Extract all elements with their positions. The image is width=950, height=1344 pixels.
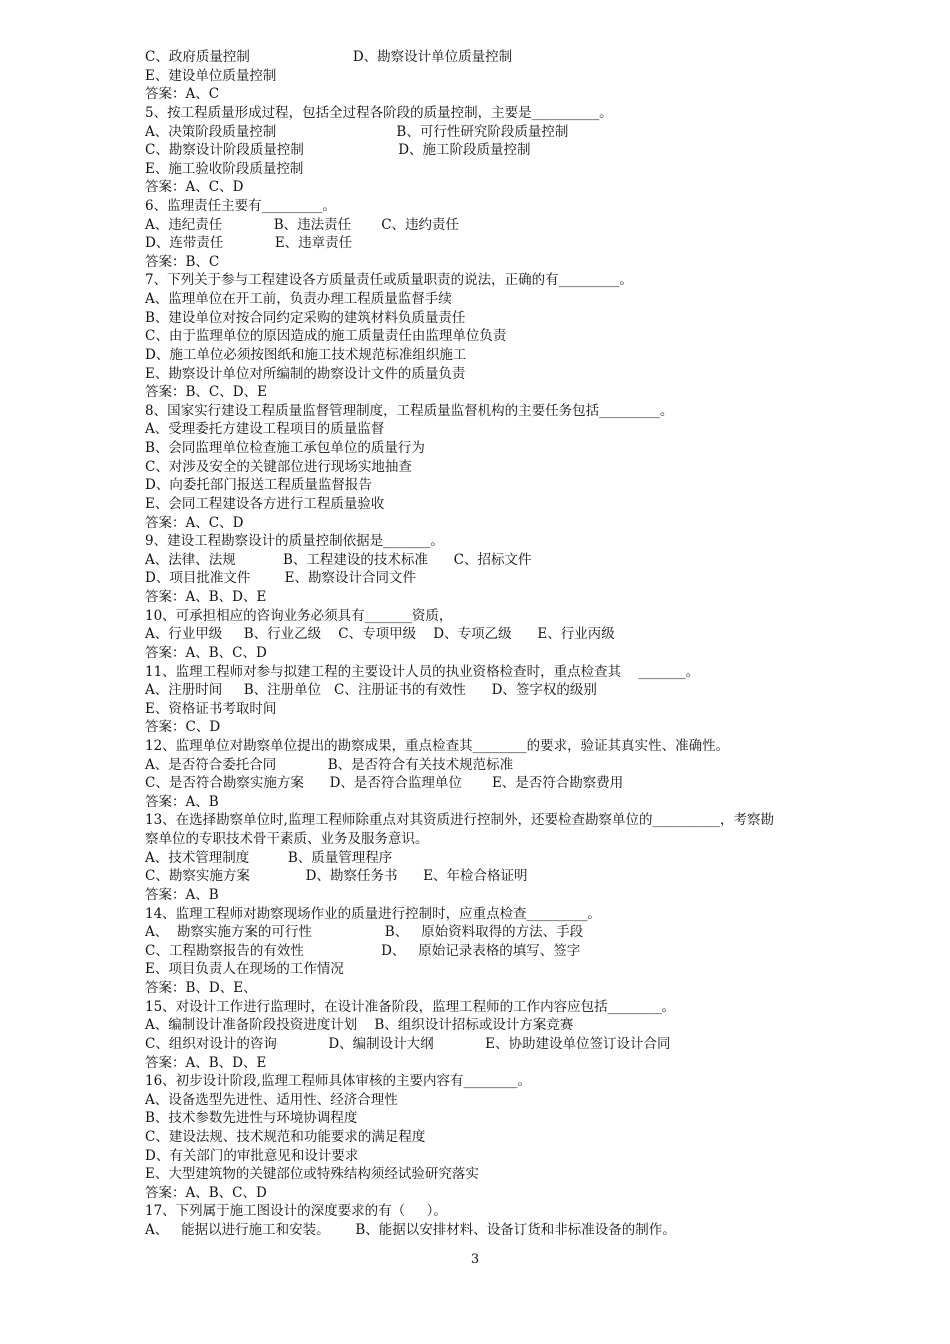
text-line: 14、监理工程师对勘察现场作业的质量进行控制时，应重点检查_________。 [145, 905, 601, 922]
text-line: B、建设单位对按合同约定采购的建筑材料负质量责任 [145, 309, 466, 326]
page-number: 3 [470, 1252, 480, 1267]
text-line: C、组织对设计的咨询 D、编制设计大纲 E、协助建设单位签订设计合同 [145, 1035, 671, 1052]
text-line: 16、初步设计阶段,监理工程师具体审核的主要内容有________。 [145, 1073, 531, 1090]
text-line: A、设备选型先进性、适用性、经济合理性 [145, 1091, 398, 1108]
text-line: B、会同监理单位检查施工承包单位的质量行为 [145, 440, 425, 456]
text-line: E、会同工程建设各方进行工程质量验收 [145, 495, 385, 512]
text-line: A、是否符合委托合同 B、是否符合有关技术规范标准 [145, 756, 514, 773]
text-line: B、技术参数先进性与环境协调程度 [145, 1110, 358, 1127]
text-line: 答案：A、B [145, 793, 219, 810]
text-line: A、违纪责任 B、违法责任 C、违约责任 [145, 216, 460, 233]
text-line: 答案：B、C、D、E [145, 384, 267, 401]
text-line: 11、监理工程师对参与拟建工程的主要设计人员的执业资格检查时，重点检查其 _______。 [145, 663, 700, 680]
text-line: 答案：A、C、D [145, 514, 244, 531]
text-line: D、向委托部门报送工程质量监督报告 [145, 477, 372, 494]
text-line: 答案：A、C [145, 86, 220, 103]
text-line: A、 能据以进行施工和安装。 B、能据以安排材料、设备订货和非标准设备的制作。 [145, 1222, 676, 1239]
text-line: E、大型建筑物的关键部位或特殊结构须经试验研究落实 [145, 1166, 479, 1183]
text-line: E、施工验收阶段质量控制 [145, 160, 304, 177]
text-line: C、对涉及安全的关键部位进行现场实地抽查 [145, 458, 412, 475]
text-line: A、决策阶段质量控制 B、可行性研究阶段质量控制 [145, 123, 569, 140]
text-line: 10、可承担相应的咨询业务必须具有_______资质， [145, 607, 453, 624]
text-line: 5、按工程质量形成过程，包括全过程各阶段的质量控制，主要是__________。 [145, 104, 613, 121]
text-line: E、资格证书考取时间 [145, 700, 277, 717]
text-line: C、勘察实施方案 D、勘察任务书 E、年检合格证明 [145, 868, 528, 885]
text-line: 13、在选择勘察单位时,监理工程师除重点对其资质进行控制外，还要检查勘察单位的__________，考察勘 [145, 812, 774, 829]
text-line: 答案：A、B、C、D [145, 1184, 267, 1201]
text-line: A、监理单位在开工前，负责办理工程质量监督手续 [145, 291, 452, 308]
text-line: A、编制设计准备阶段投资进度计划 B、组织设计招标或设计方案竞赛 [145, 1017, 574, 1034]
text-line: A、法律、法规 B、工程建设的技术标准 C、招标文件 [145, 551, 532, 568]
text-line: D、连带责任 E、违章责任 [145, 235, 353, 252]
text-line: E、建设单位质量控制 [145, 67, 277, 84]
text-line: C、工程勘察报告的有效性 D、 原始记录表格的填写、签字 [145, 942, 581, 959]
text-line: C、由于监理单位的原因造成的施工质量责任由监理单位负责 [145, 328, 507, 345]
text-line: 9、建设工程勘察设计的质量控制依据是_______。 [145, 533, 444, 550]
text-line: 答案：A、B [145, 886, 219, 903]
text-line: C、是否符合勘察实施方案 D、是否符合监理单位 E、是否符合勘察费用 [145, 775, 624, 792]
text-line: A、行业甲级 B、行业乙级 C、专项甲级 D、专项乙级 E、行业丙级 [145, 626, 615, 643]
text-line: C、政府质量控制 D、勘察设计单位质量控制 [145, 49, 513, 65]
text-line: 答案：A、B、C、D [145, 644, 267, 661]
text-line: C、勘察设计阶段质量控制 D、施工阶段质量控制 [145, 142, 531, 159]
text-line: 答案：A、B、D、E [145, 1054, 267, 1071]
text-line: D、有关部门的审批意见和设计要求 [145, 1147, 359, 1164]
text-line: E、勘察设计单位对所编制的勘察设计文件的质量负责 [145, 365, 466, 382]
text-line: 答案：A、C、D [145, 179, 244, 196]
text-line: A、受理委托方建设工程项目的质量监督 [145, 421, 385, 438]
text-line: A、 勘察实施方案的可行性 B、 原始资料取得的方法、手段 [145, 924, 584, 941]
text-line: 15、对设计工作进行监理时，在设计准备阶段，监理工程师的工作内容应包括________。 [145, 998, 676, 1015]
text-line: 7、下列关于参与工程建设各方质量责任或质量职责的说法，正确的有_________。 [145, 272, 633, 289]
text-line: 答案：B、C [145, 253, 220, 270]
text-line: A、注册时间 B、注册单位 C、注册证书的有效性 D、签字权的级别 [145, 682, 597, 699]
text-line: A、技术管理制度 B、质量管理程序 [145, 849, 393, 866]
text-line: 8、国家实行建设工程质量监督管理制度，工程质量监督机构的主要任务包括_________。 [145, 402, 674, 419]
text-line: 答案：C、D [145, 719, 221, 736]
text-line: 答案：B、D、E、 [145, 980, 257, 996]
text-line: D、施工单位必须按图纸和施工技术规范标准组织施工 [145, 346, 467, 363]
text-line: 6、监理责任主要有_________。 [145, 198, 336, 214]
text-line: E、项目负责人在现场的工作情况 [145, 961, 344, 978]
text-line: 察单位的专职技术骨干素质、业务及服务意识。 [145, 831, 429, 847]
text-line: C、建设法规、技术规范和功能要求的满足程度 [145, 1129, 426, 1145]
text-line: 17、下列属于施工图设计的深度要求的有（ ）。 [145, 1203, 447, 1220]
text-line: 12、监理单位对勘察单位提出的勘察成果，重点检查其________的要求，验证其真实性、准确性。 [145, 737, 730, 754]
text-line: D、项目批准文件 E、勘察设计合同文件 [145, 570, 417, 587]
text-line: 答案：A、B、D、E [145, 589, 267, 605]
